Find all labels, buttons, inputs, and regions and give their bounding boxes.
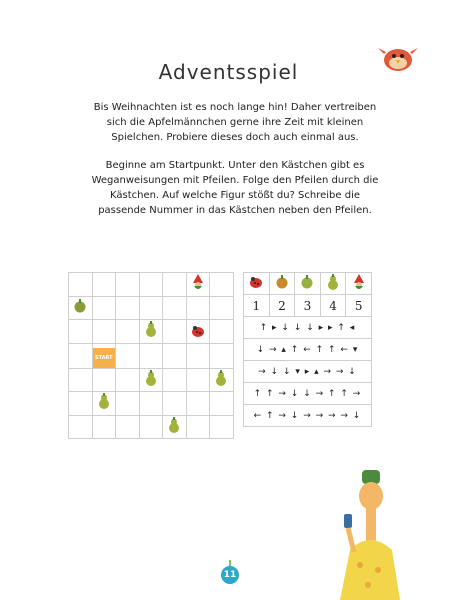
maze-cell xyxy=(186,368,210,392)
pear-icon xyxy=(168,418,180,437)
maze-row xyxy=(69,368,234,392)
arrow-row xyxy=(244,405,372,427)
number-cell: 2 xyxy=(269,295,295,317)
maze-cell xyxy=(69,296,93,320)
number-cell: 4 xyxy=(320,295,346,317)
page-title: Adventsspiel xyxy=(158,60,299,84)
apple-icon xyxy=(295,273,321,295)
arrow-row xyxy=(244,339,372,361)
maze-row xyxy=(69,296,234,320)
number-row xyxy=(244,295,372,317)
arrow-directions: ↓ → ▴ ↑ ← ↑ ↑ ← ▾ xyxy=(244,339,372,361)
maze-cell xyxy=(163,320,187,344)
maze-row xyxy=(69,320,234,344)
page-number-badge: 11 xyxy=(221,566,239,584)
arrow-directions: ↑ ↑ → ↓ ↓ → ↑ ↑ → xyxy=(244,383,372,405)
pear-icon xyxy=(215,371,227,390)
maze-cell xyxy=(210,343,234,368)
maze-grid xyxy=(68,272,234,439)
maze-cell xyxy=(186,320,210,344)
maze-cell xyxy=(116,296,140,320)
maze-cell xyxy=(92,368,116,392)
maze-row xyxy=(69,415,234,439)
maze-cell xyxy=(163,368,187,392)
maze-cell xyxy=(139,368,163,392)
maze-cell xyxy=(69,415,93,439)
maze-cell xyxy=(69,273,93,297)
apple-icon xyxy=(73,298,87,317)
maze-cell xyxy=(163,296,187,320)
maze-cell xyxy=(92,320,116,344)
maze-cell xyxy=(139,320,163,344)
maze-cell xyxy=(139,343,163,368)
maze-cell xyxy=(116,392,140,416)
maze-cell xyxy=(210,320,234,344)
maze-cell xyxy=(210,296,234,320)
number-cell: 5 xyxy=(346,295,372,317)
maze-cell xyxy=(92,273,116,297)
maze-cell xyxy=(92,415,116,439)
gnome-icon xyxy=(346,273,372,295)
pear-icon xyxy=(145,371,157,390)
maze-cell xyxy=(186,296,210,320)
maze-cell xyxy=(139,392,163,416)
maze-cell xyxy=(69,343,93,368)
maze-cell xyxy=(92,343,116,368)
instructions-paragraph: Beginne am Startpunkt. Unter den Kästchen gibt es Weganweisungen mit Pfeilen. Folge den Pfeilen durch die Kästchen. Auf welche Figur stößt du? Schreibe die passende Nummer in das Kästchen neben den Pfeilen. xyxy=(91,160,379,216)
maze-cell xyxy=(116,415,140,439)
gnome-icon xyxy=(192,275,204,294)
maze-row xyxy=(69,343,234,368)
intro-paragraph: Bis Weihnachten ist es noch lange hin! Daher vertreiben sich die Apfelmännchen gerne ihre Zeit mit kleinen Spielchen. Probiere dieses doch auch einmal aus. xyxy=(93,102,377,143)
maze-cell xyxy=(186,273,210,297)
maze-cell xyxy=(163,273,187,297)
maze-cell xyxy=(139,273,163,297)
maze-cell xyxy=(92,296,116,320)
ladybug-icon xyxy=(191,322,205,341)
maze-cell xyxy=(163,392,187,416)
pear-icon xyxy=(320,273,346,295)
maze-cell xyxy=(69,320,93,344)
maze-cell xyxy=(116,343,140,368)
arrow-directions: ↑ ▸ ↓ ↓ ↓ ▸ ▸ ↑ ◂ xyxy=(244,317,372,339)
maze-cell xyxy=(186,415,210,439)
maze-cell xyxy=(69,368,93,392)
ladybug-icon xyxy=(244,273,270,295)
maze-cell xyxy=(210,415,234,439)
apple-icon xyxy=(269,273,295,295)
pear-icon xyxy=(145,322,157,341)
maze-cell xyxy=(116,320,140,344)
maze-cell xyxy=(116,273,140,297)
start-marker: START xyxy=(93,348,115,368)
number-cell: 1 xyxy=(244,295,270,317)
arrow-directions: → ↓ ↓ ▾ ▸ ▴ → → ↓ xyxy=(244,361,372,383)
arrow-directions: ← ↑ → ↓ → → → → ↓ xyxy=(244,405,372,427)
maze-cell xyxy=(186,392,210,416)
answer-grid xyxy=(243,272,372,427)
maze-cell xyxy=(116,368,140,392)
maze-cell xyxy=(163,343,187,368)
maze-cell xyxy=(69,392,93,416)
maze-cell xyxy=(210,368,234,392)
figure-header-row xyxy=(244,273,372,295)
pear-icon xyxy=(98,394,110,413)
maze-row xyxy=(69,392,234,416)
maze-row xyxy=(69,273,234,297)
arrow-row xyxy=(244,361,372,383)
arrow-row xyxy=(244,317,372,339)
maze-cell xyxy=(163,415,187,439)
number-cell: 3 xyxy=(295,295,321,317)
maze-cell xyxy=(210,392,234,416)
maze-cell xyxy=(92,392,116,416)
pear-character-illustration xyxy=(330,470,410,600)
maze-cell xyxy=(139,415,163,439)
maze-cell xyxy=(210,273,234,297)
maze-cell xyxy=(186,343,210,368)
arrow-row xyxy=(244,383,372,405)
maze-cell xyxy=(139,296,163,320)
